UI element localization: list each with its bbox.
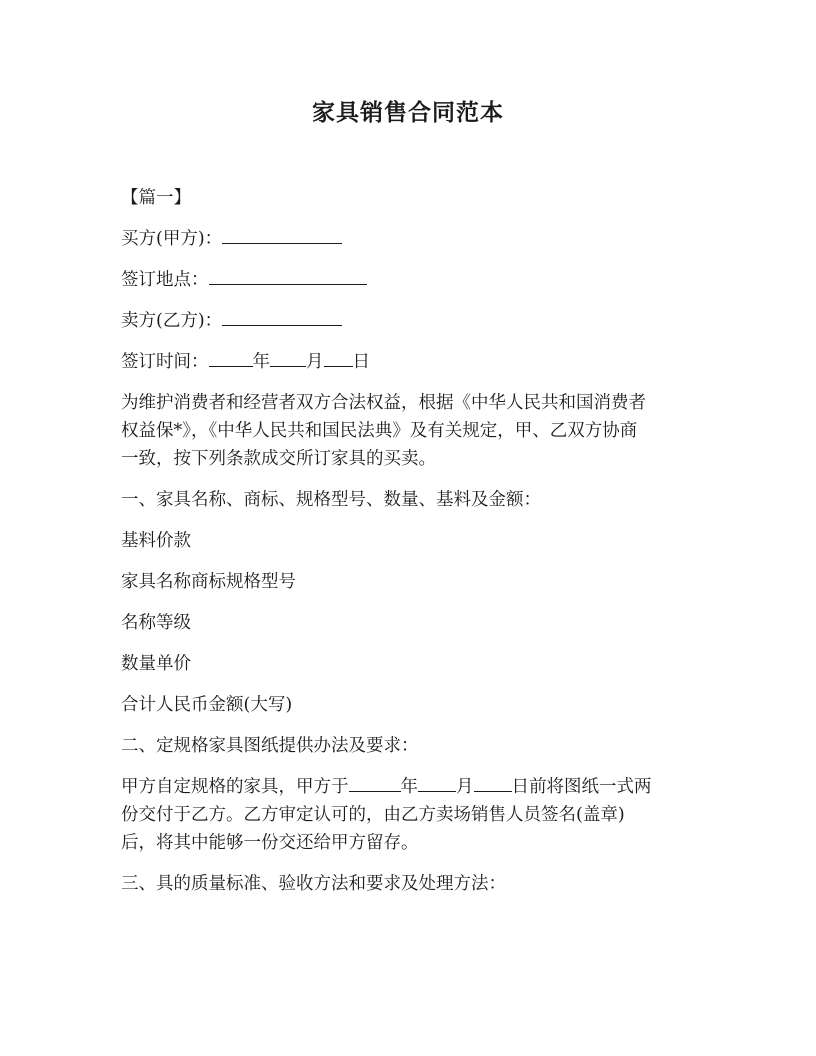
sign-place-line: [121, 266, 701, 294]
year-blank: [209, 348, 253, 367]
sign-time-label: 签订时间：: [121, 352, 209, 372]
document-body: [121, 184, 701, 898]
clause1-heading: 一、家具名称、商标、规格型号、数量、基料及金额：: [121, 490, 541, 510]
intro-paragraph: [121, 389, 701, 473]
clause2-month-char: 月: [456, 777, 474, 797]
item-total-rmb: 合计人民币金额(大写): [121, 695, 293, 715]
clause2-year-blank: [349, 773, 401, 792]
seller-line: [121, 307, 701, 335]
section-label: 【篇一】: [121, 188, 191, 208]
item-base-price: 基料价款: [121, 531, 191, 551]
sign-place-blank: [209, 266, 367, 285]
sign-place-label: 签订地点：: [121, 270, 209, 290]
clause2-paragraph: [121, 773, 701, 857]
clause2-line-3: 后，将其中能够一份交还给甲方留存。: [121, 833, 419, 853]
day-blank: [324, 348, 353, 367]
seller-blank: [222, 307, 342, 326]
item-name-grade: 名称等级: [121, 613, 191, 633]
sign-time-line: [121, 348, 701, 376]
clause2-line-2: 份交付于乙方。乙方审定认可的，由乙方卖场销售人员签名(盖章): [121, 805, 625, 825]
clause2-day-blank: [474, 773, 512, 792]
buyer-line: [121, 225, 701, 253]
item-name-brand-spec: 家具名称商标规格型号: [121, 572, 296, 592]
day-char: 日: [352, 352, 370, 372]
buyer-blank: [222, 225, 342, 244]
intro-line-1: 为维护消费者和经营者双方合法权益，根据《中华人民共和国消费者: [121, 393, 646, 413]
buyer-label: 买方(甲方)：: [121, 229, 223, 249]
intro-line-3: 一致，按下列条款成交所订家具的买卖。: [121, 449, 436, 469]
month-blank: [270, 348, 306, 367]
intro-line-2: 权益保*》，《中华人民共和国民法典》及有关规定，甲、乙双方协商: [121, 421, 638, 441]
clause2-line-1: [121, 773, 701, 801]
clause2-year-char: 年: [400, 777, 418, 797]
year-char: 年: [252, 352, 270, 372]
clause2-line-1-end: 日前将图纸一式两: [511, 777, 652, 797]
clause2-heading: 二、定规格家具图纸提供办法及要求：: [121, 736, 419, 756]
seller-label: 卖方(乙方)：: [121, 311, 223, 331]
clause2-line-1-start: 甲方自定规格的家具，甲方于: [121, 777, 349, 797]
item-qty-unit-price: 数量单价: [121, 654, 191, 674]
clause2-month-blank: [418, 773, 456, 792]
month-char: 月: [306, 352, 324, 372]
clause3-heading: 三、具的质量标准、验收方法和要求及处理方法：: [121, 874, 506, 894]
document-title: 家具销售合同范本: [312, 99, 504, 126]
